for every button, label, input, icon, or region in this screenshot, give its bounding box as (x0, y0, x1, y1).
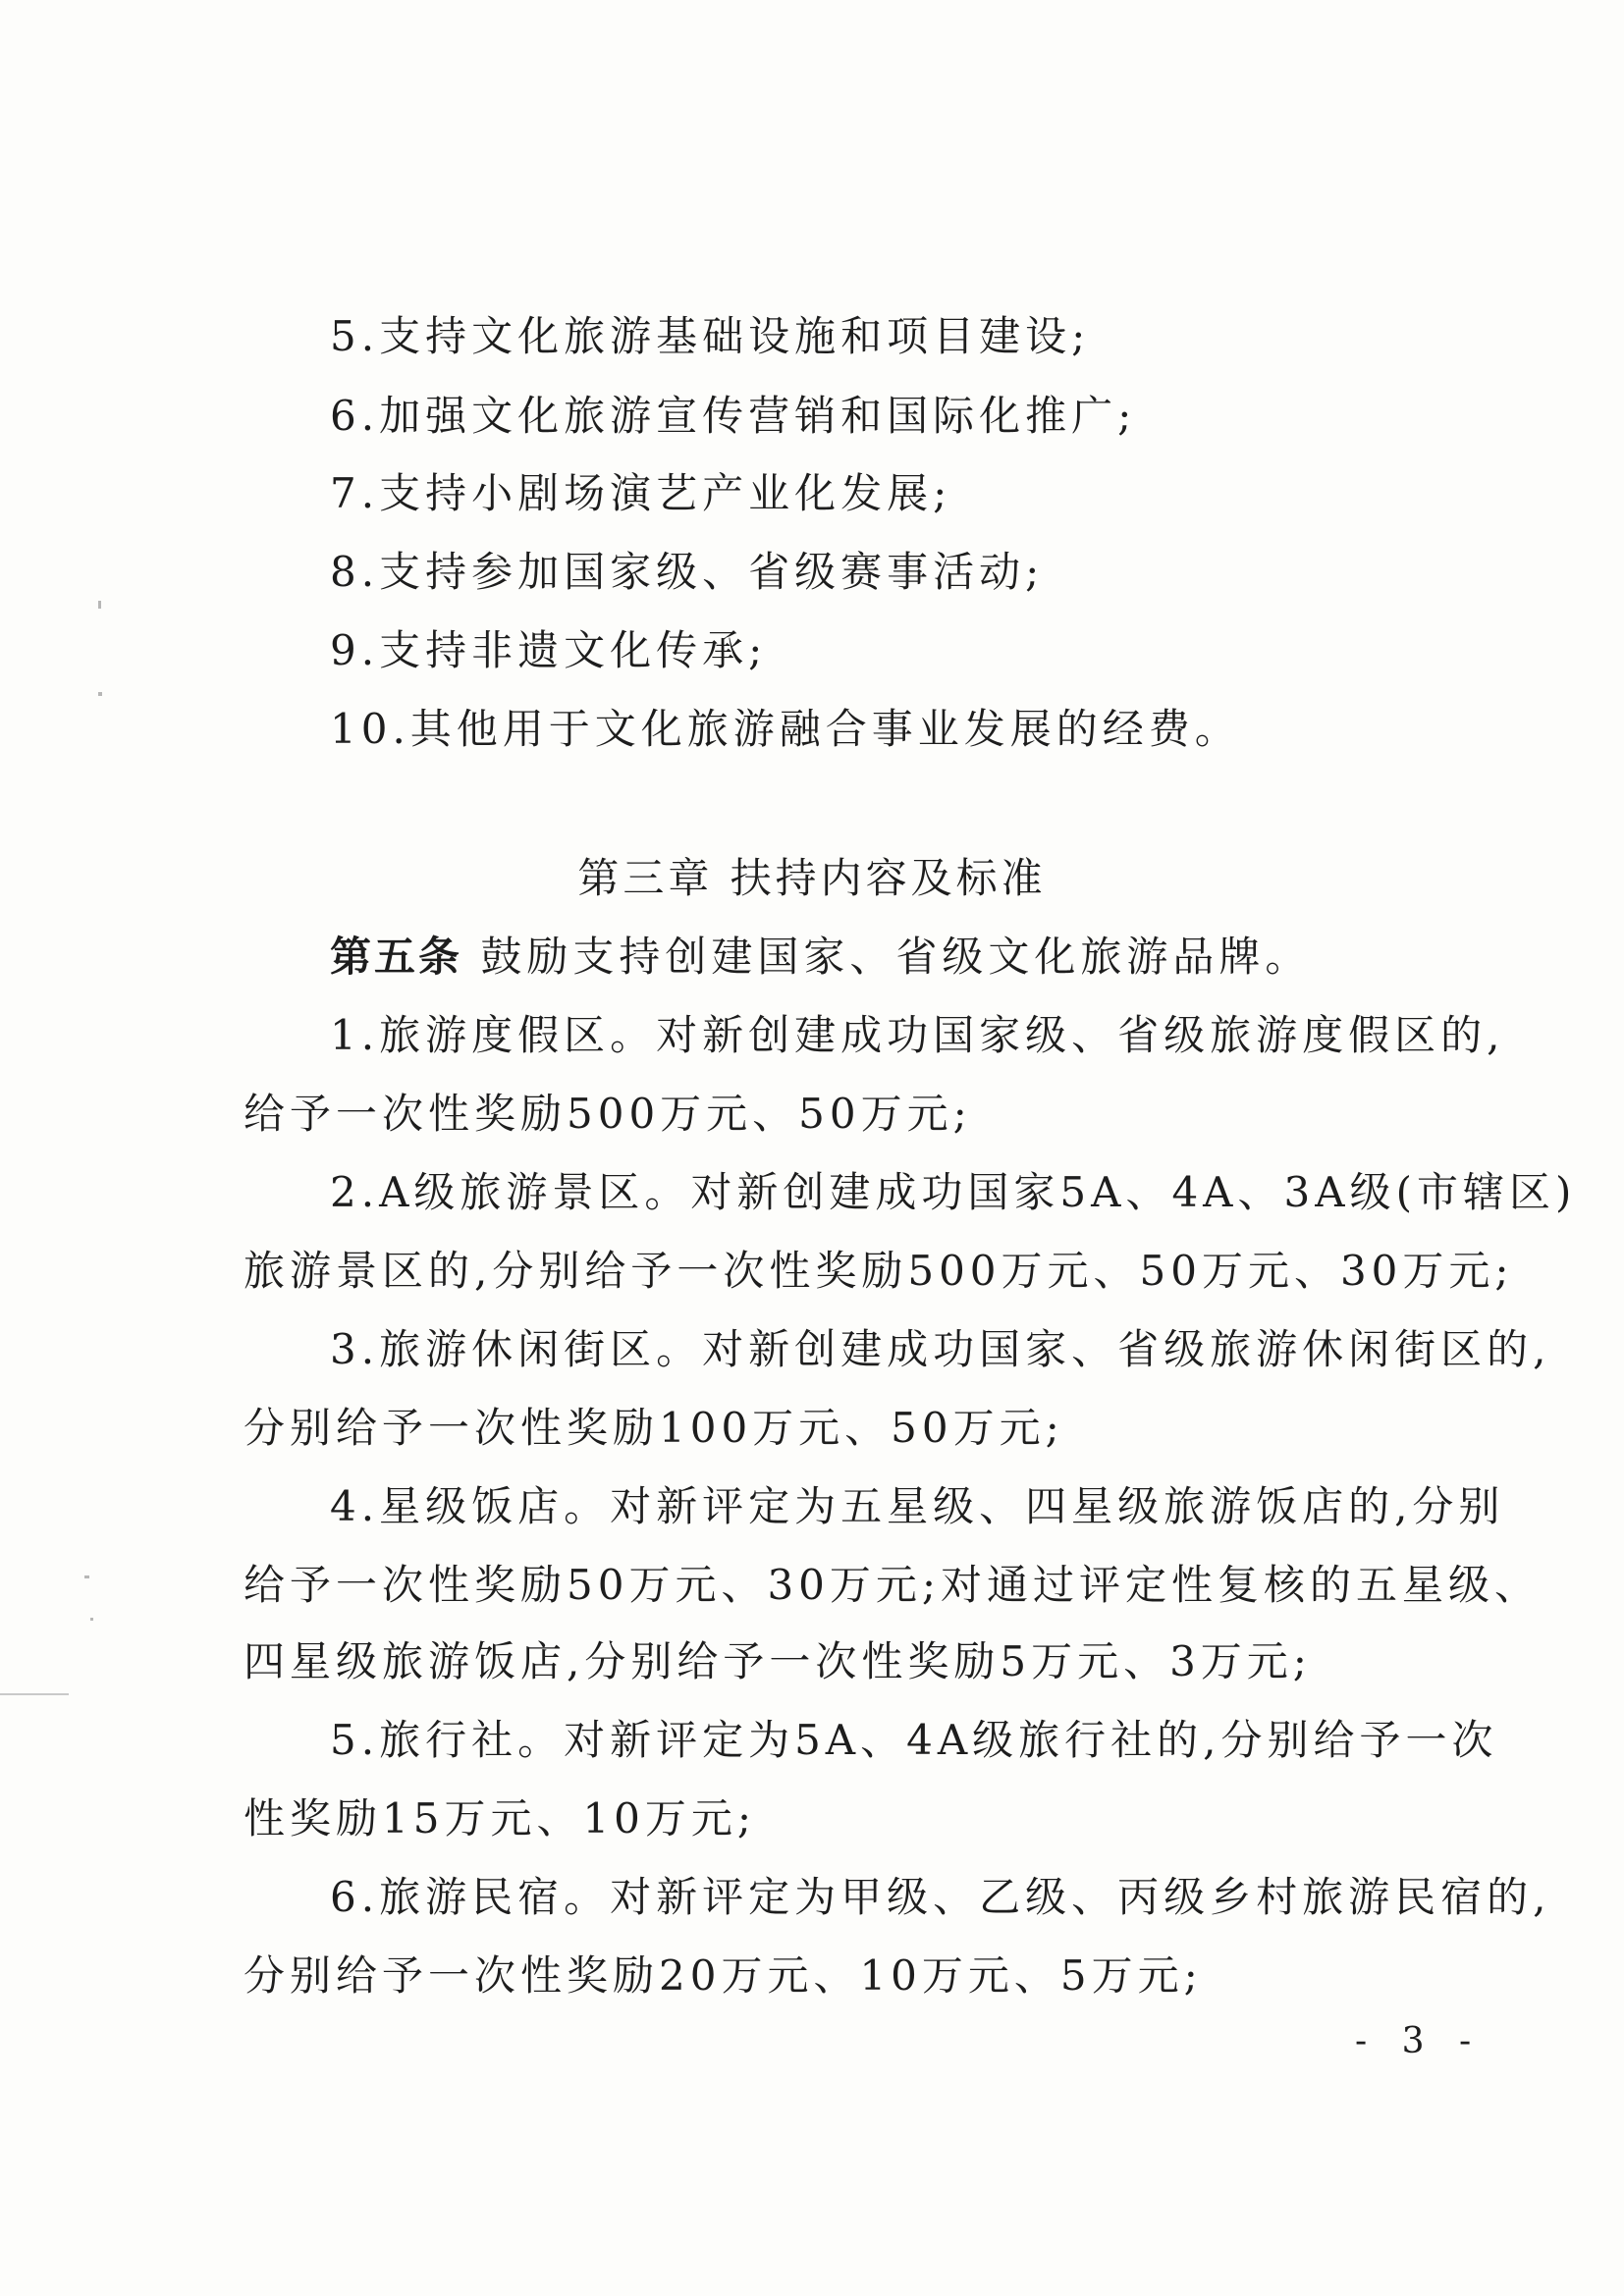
paragraph-line: 给予一次性奖励500万元、50万元; (244, 1090, 972, 1138)
paragraph-first-line: 6.旅游民宿。对新评定为甲级、乙级、丙级乡村旅游民宿的, (330, 1873, 1551, 1921)
paragraph-first-line: 2.A级旅游景区。对新创建成功国家5A、4A、3A级(市辖区) (330, 1168, 1577, 1216)
paragraph-first-line: 3.旅游休闲街区。对新创建成功国家、省级旅游休闲街区的, (330, 1325, 1551, 1373)
paragraph-line: 分别给予一次性奖励100万元、50万元; (244, 1404, 1064, 1452)
paragraph-line: 给予一次性奖励50万元、30万元;对通过评定性复核的五星级、 (244, 1561, 1542, 1609)
scan-speck (98, 692, 102, 696)
paragraph-first-line: 4.星级饭店。对新评定为五星级、四星级旅游饭店的,分别 (330, 1482, 1505, 1530)
list-item: 6.加强文化旅游宣传营销和国际化推广; (330, 392, 1137, 440)
scan-speck (98, 601, 101, 609)
scan-edge-mark (0, 1693, 69, 1695)
article-text: 鼓励支持创建国家、省级文化旅游品牌。 (480, 933, 1312, 981)
scan-speck (84, 1575, 89, 1578)
list-item: 8.支持参加国家级、省级赛事活动; (330, 548, 1045, 596)
chapter-heading: 第三章 扶持内容及标准 (577, 854, 1047, 902)
paragraph-line: 性奖励15万元、10万元; (244, 1794, 757, 1842)
scan-speck (90, 1618, 93, 1621)
list-item: 9.支持非遗文化传承; (330, 626, 768, 674)
paragraph-line: 四星级旅游饭店,分别给予一次性奖励5万元、3万元; (244, 1637, 1312, 1685)
list-item: 5.支持文化旅游基础设施和项目建设; (330, 312, 1091, 360)
paragraph-line: 分别给予一次性奖励20万元、10万元、5万元; (244, 1951, 1203, 2000)
article-heading (330, 933, 1311, 982)
paragraph-first-line: 1.旅游度假区。对新创建成功国家级、省级旅游度假区的, (330, 1011, 1505, 1059)
list-item: 10.其他用于文化旅游融合事业发展的经费。 (330, 705, 1241, 753)
list-item: 7.支持小剧场演艺产业化发展; (330, 469, 952, 517)
paragraph-line: 旅游景区的,分别给予一次性奖励500万元、50万元、30万元; (244, 1247, 1514, 1295)
article-label: 第五条 (330, 933, 463, 981)
paragraph-first-line: 5.旅行社。对新评定为5A、4A级旅行社的,分别给予一次 (330, 1716, 1498, 1764)
page-number: - 3 - (1355, 2021, 1484, 2061)
